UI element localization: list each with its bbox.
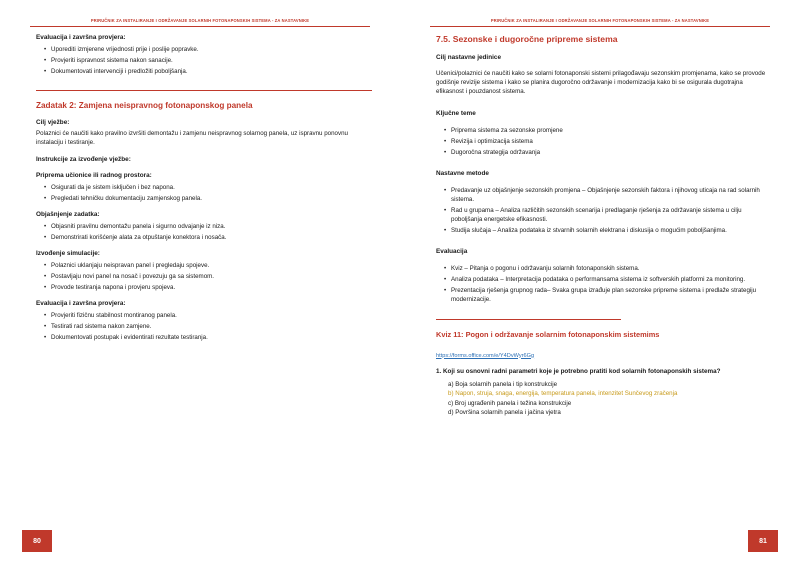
goal-text: Polaznici će naučiti kako pravilno izvršiti demontažu i zamjenu neispravnog solarnog panela, uz ispravnu ponovnu instalaciju i testiranje. [36,130,348,147]
list-item: • Predavanje uz objašnjenje sezonskih promjena – Objašnjenje sezonskih faktora i njihovog uticaja na rad solarnih sistema. [444,186,772,205]
list-item: • Pregledati tehničku dokumentaciju zamjenskog panela. [44,194,372,203]
running-header-left: PRIRUČNIK ZA INSTALIRANJE I ODRŽAVANJE SOLARNIH FOTONAPONSKIH SISTEMA - ZA NASTAVNIKE [90,18,310,23]
list-item: • Polaznici uklanjaju neispravan panel i pregledaju spojeve. [44,261,372,270]
list-item: • Uporediti izmjerene vrijednosti prije i poslije popravke. [44,45,372,54]
quiz-answers [436,380,772,418]
eval-heading: Evaluacija i završna provjera: [36,34,126,41]
list-item: • Provjeriti ispravnost sistema nakon sanacije. [44,56,372,65]
answer-option-c[interactable]: c) Broj ugrađenih panela i težina konstrukcije [448,399,572,407]
list-item: • Prezentacija rješenja grupnog rada– Svaka grupa izrađuje plan sezonske pripreme sistema i predlaže strategiju modernizacije. [444,286,772,305]
page-number-right: 81 [748,530,778,552]
right-page [400,0,800,566]
evaluation-heading: Evaluacija [436,248,468,256]
answer-option-b[interactable]: b) Napon, struja, snaga, energija, temperatura panela, intenzitet Sunčevog zračenja [448,390,678,398]
list-item: • Studija slučaja – Analiza podataka iz stvarnih solarnih elektrana i diskusija o mogućim poboljšanjima. [444,226,772,235]
quiz-divider [436,319,621,320]
right-page-content [436,34,772,514]
list-item: • Dugoročna strategija održavanja [444,148,772,157]
key-topics-heading: Ključne teme [436,109,476,117]
list-item: • Revizija i optimizacija sistema [444,137,772,146]
list-item: • Rad u grupama – Analiza različitih sezonskih scenarija i predlaganje rješenja za održavanje sistema u cilju poboljšanja energetske efikasnosti. [444,206,772,225]
unit-goal-text: Učenici/polaznici će naučiti kako se solarni fotonaponski sistemi prilagođavaju sezonskim promjenama, kako se provode godišnje revizije sistema i kako se planira dugoročno održavanje i modernizacija kako bi se osigurala dugotrajna efikasnost i pouzdanost sistema. [436,70,766,95]
quiz-title: Kviz 11: Pogon i održavanje solarnim fotonaponskim sistemims [436,329,660,339]
list-item: • Provode testiranja napona i provjeru spojeva. [44,283,372,292]
running-header-right: PRIRUČNIK ZA INSTALIRANJE I ODRŽAVANJE SOLARNIH FOTONAPONSKIH SISTEMA - ZA NASTAVNIKE [490,18,710,23]
list-item: • Demonstrirati korišćenje alata za otpuštanje konektora i nosača. [44,233,372,242]
section-divider [36,90,372,91]
list-item: • Testirati rad sistema nakon zamjene. [44,322,372,331]
simulation-list [36,261,372,292]
prep-list [36,183,372,203]
final-eval-list [36,311,372,342]
list-item: • Postavljaju novi panel na nosač i povezuju ga sa sistemom. [44,272,372,281]
unit-goal-heading: Cilj nastavne jedinice [436,54,501,61]
prep-heading: Priprema učionice ili radnog prostora: [36,172,152,180]
list-item: • Priprema sistema za sezonske promjene [444,126,772,135]
final-eval-heading: Evaluacija i završna provjera: [36,300,126,308]
quiz-question: 1. Koji su osnovni radni parametri koje je potrebno pratiti kod solarnih fotonaponskih sistema? [436,367,721,375]
list-item: • Dokumentovati intervenciji i predložiti poboljšanja. [44,67,372,76]
list-item: • Analiza podataka – Interpretacija podataka o performansama sistema iz softverskih platformi za monitoring. [444,275,772,284]
list-item: • Osigurati da je sistem isključen i bez napona. [44,183,372,192]
header-rule-right [430,26,770,27]
task-title: Zadatak 2: Zamjena neispravnog fotonaponskog panela [36,100,253,110]
list-item: • Provjeriti fizičnu stabilnost montiranog panela. [44,311,372,320]
instructions-heading: Instrukcije za izvođenje vježbe: [36,156,131,164]
list-item: • Kviz – Pitanja o pogonu i održavanju solarnih fotonaponskih sistema. [444,264,772,273]
section-title: 7.5. Sezonske i dugoročne pripreme sistema [436,34,618,44]
explain-heading: Objašnjenje zadatka: [36,211,100,219]
evaluation-list [436,264,772,304]
key-topics-list [436,126,772,157]
list-item: • Objasniti pravilnu demontažu panela i sigurno odvajanje iz niza. [44,222,372,231]
page-number-left: 80 [22,530,52,552]
quiz-link[interactable]: https://forms.office.com/e/Y4DvWyr6Gg [436,352,535,359]
answer-option-a[interactable]: a) Boja solarnih panela i tip konstrukcije [448,380,558,388]
header-rule-left [30,26,370,27]
simulation-heading: Izvođenje simulacije: [36,250,100,258]
goal-heading: Cilj vježbe: [36,119,70,127]
methods-list [436,186,772,235]
explain-list [36,222,372,242]
answer-option-d[interactable]: d) Površina solarnih panela i jačina vjetra [448,409,561,417]
list-item: • Dokumentovati postupak i evidentirati rezultate testiranja. [44,333,372,342]
methods-heading: Nastavne metode [436,169,489,177]
eval-list [36,45,372,76]
left-page-content [36,34,372,514]
